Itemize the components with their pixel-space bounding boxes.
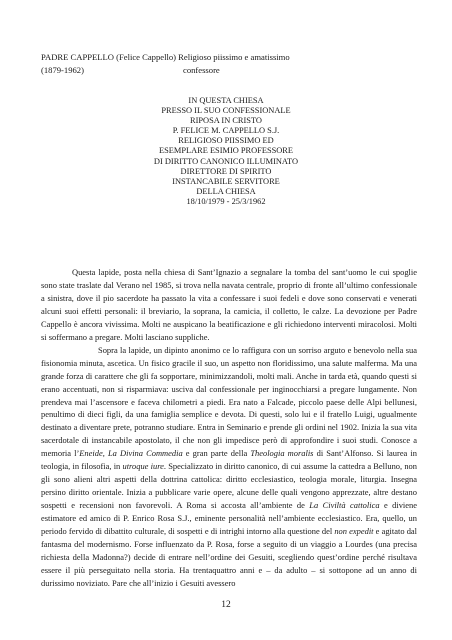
epitaph-line: DI DIRITTO CANONICO ILLUMINATO xyxy=(153,156,299,166)
italic-title: Theologia moralis xyxy=(250,448,314,459)
text-run: e agitato dal fantasma del modernismo. Forse influenzato da P. Rosa, forse a seguito di un viaggio a Lourdes (una precisa richiesta della Madonna?) decide di entrare nell’ordine dei Gesuiti, scegliendo quest’ordine perché risultava essere il più perseguitato nella storia. Ha trentaquattro anni e – da adulto – si sottopone ad un anno di durissimo noviziato. Pare che all’inizio i Gesuiti avessero xyxy=(41,526,417,588)
text-run: di Sant’Alfonso. Si laurea in teologia, in filosofia, in xyxy=(41,448,417,472)
text-run: , xyxy=(102,448,108,459)
text-run: Sopra la lapide, un dipinto anonimo ce lo raffigura con un sorriso arguto e benevolo nella sua fisionomia minuta, ascetica. Un fisico gracile il suo, un aspetto non floridissimo, una salute malferma. Ma una grande forza di carattere che gli fa sopportare, minimizzandoli, molti mali. Anche in tarda età, quando questi si erano accentuati, non si risparmiava: usciva dal confessionale per inginocchiarsi a pregare lungamente. Non prendeva mai l’ascensore e faceva chilometri a piedi. Era nato a Falcade, piccolo paese delle Alpi bellunesi, penultimo di dieci figli, da una famiglia semplice e devota. Di questi, solo lui e il fratello Luigi, ugualmente destinato a diventare prete, potranno studiare. Entra in Seminario e prende gli ordini nel 1902. Inizia la sua vita sacerdotale di instancabile apostolato, il che non gli impedisce però di approfondire i suoi studi. Conosce a memoria l’ xyxy=(41,344,417,459)
italic-title: La Civiltà cattolica xyxy=(309,500,380,511)
italic-title: La Divina Commedia xyxy=(107,448,183,459)
epitaph-line: DELLA CHIESA xyxy=(196,186,256,196)
text-run: . Specializzato in diritto canonico, di cui assume la cattedra a Belluno, non gli sono alieni altri aspetti della dottrina cattolica: diritto ecclesiastico, teologia morale, liturgia. Insegna persino diritto orientale. Inizia a pubblicare varie opere, alcune delle quali vengono apprezzate, altre destano sospetti e recensioni non favorevoli. A Roma si accosta all’ambiente de xyxy=(41,461,417,511)
page-number: 12 xyxy=(221,600,231,610)
epitaph-line: ESEMPLARE ESIMIO PROFESSORE xyxy=(158,146,294,156)
epitaph-dates: 18/10/1979 - 25/3/1962 xyxy=(186,196,266,206)
header-title-line: PADRE CAPPELLO (Felice Cappello) Religioso piissimo e amatissimo xyxy=(41,52,290,62)
epitaph-line: IN QUESTA CHIESA xyxy=(188,96,264,105)
italic-term: non expedit xyxy=(334,526,374,537)
header-subtitle-line xyxy=(41,65,220,76)
epitaph-line: P. FELICE M. CAPPELLO S.J. xyxy=(172,126,280,136)
epitaph-line: INSTANCABILE SERVITORE xyxy=(172,176,280,186)
italic-term: utroque iure xyxy=(122,461,164,472)
text-run: e gran parte della xyxy=(182,448,251,459)
italic-title: Eneide xyxy=(79,448,103,459)
paragraph-1: Questa lapide, posta nella chiesa di Sant’Ignazio a segnalare la tomba del sant’uomo le cui spoglie sono state traslate dal Verano nel 1985, si trova nella navata centrale, proprio di fronte all’ultimo confessionale a sinistra, dove il pio sacerdote ha passato la vita a confessare i suoi fedeli e dove sono conservati e venerati alcuni suoi effetti personali: il breviario, la soprana, la camicia, il colletto, le calze. La devozione per Padre Cappello è ancora vivissima. Molti ne auspicano la beatificazione e gli richiedono interventi miracolosi. Molti si soffermano a pregare. Molti lasciano suppliche. xyxy=(41,267,417,342)
epitaph-line: PRESSO IL SUO CONFESSIONALE xyxy=(161,106,291,116)
paragraph-2 xyxy=(41,344,417,590)
body-text xyxy=(41,266,417,590)
epitaph-inscription xyxy=(0,96,452,207)
epitaph-line: RIPOSA IN CRISTO xyxy=(190,116,262,126)
epitaph-line: DIRETTORE DI SPIRITO xyxy=(180,166,272,176)
header-years: (1879-1962) xyxy=(41,65,84,75)
epitaph-line: RELIGIOSO PIISSIMO ED xyxy=(178,136,274,146)
text-run: e diviene estimatore ed amico di P. Enrico Rosa S.J., eminente personalità nell’ambiente ecclesiastico. Era, quello, un periodo fervido di dibattito culturale, di sospetti e di intrighi intorno alla questione del xyxy=(41,500,417,537)
header-role: confessore xyxy=(183,65,220,75)
